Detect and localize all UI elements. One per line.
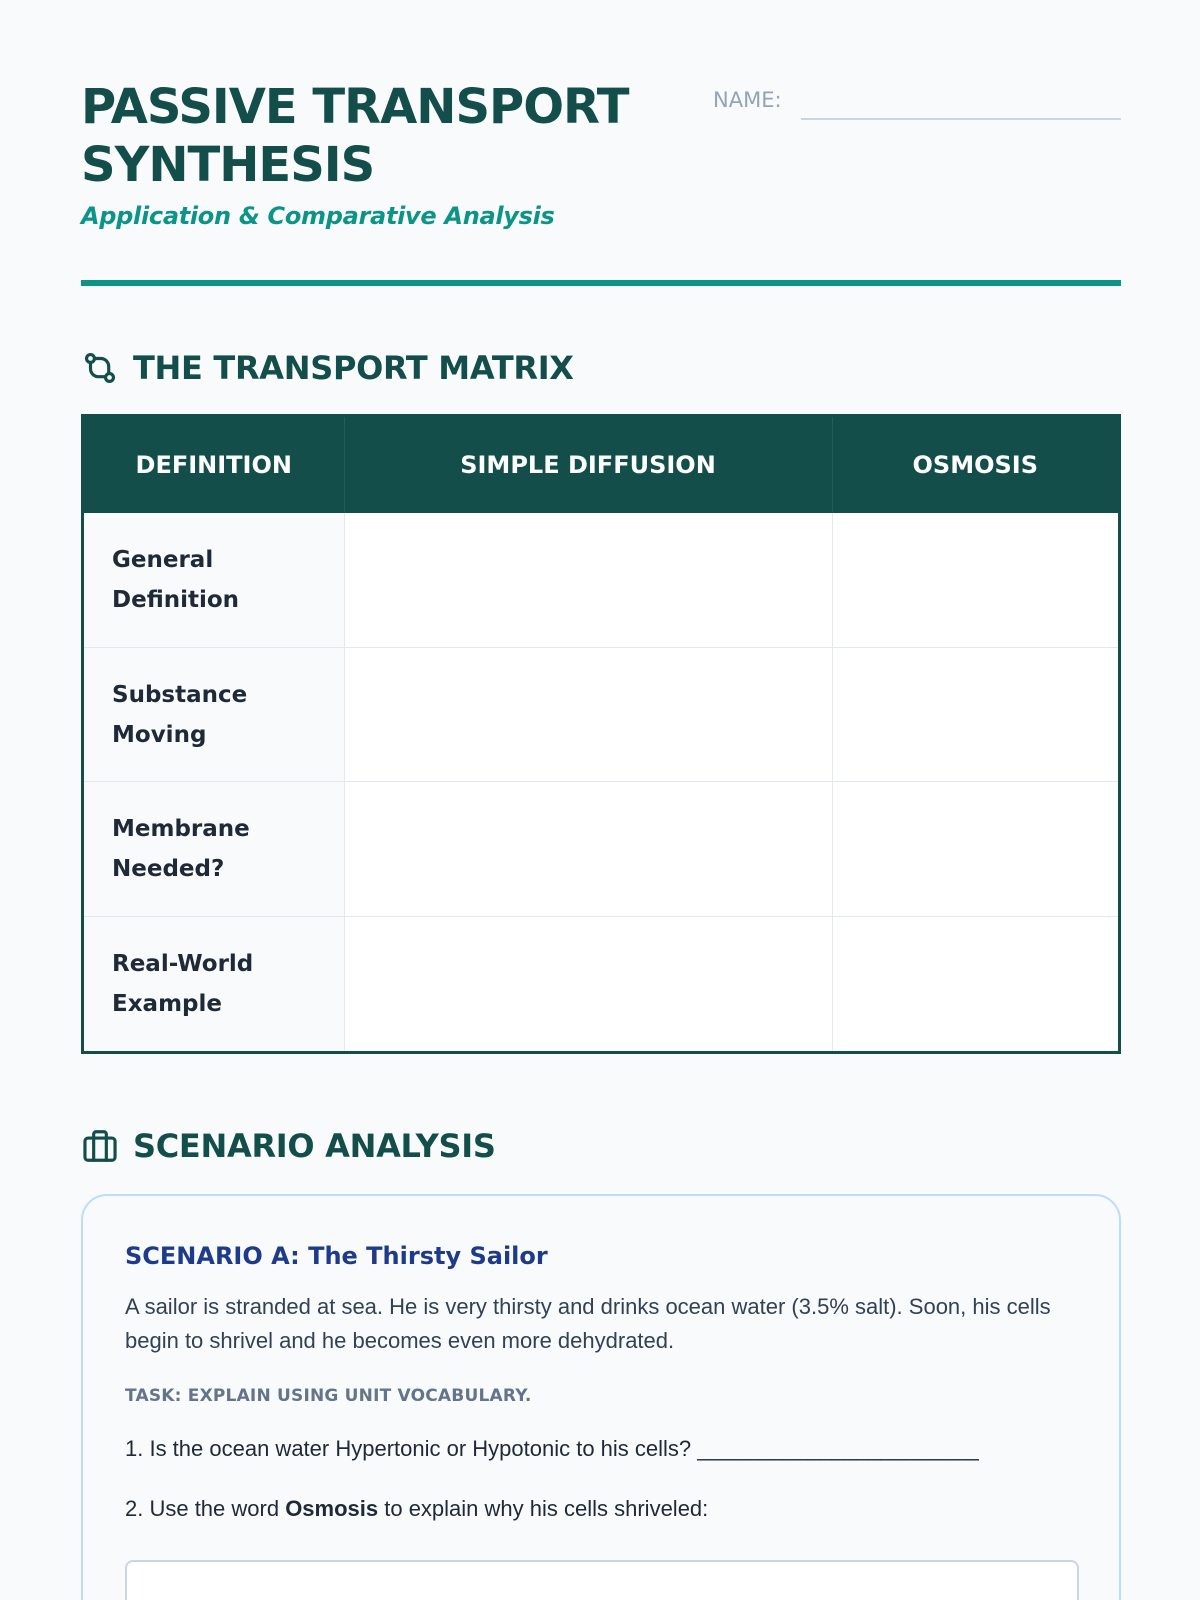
answer-cell-osmosis[interactable] (832, 782, 1118, 917)
scenario-section-header (81, 1126, 496, 1166)
scenario-section-title: SCENARIO ANALYSIS (133, 1127, 496, 1165)
row-label-substance-moving: Substance Moving (84, 647, 344, 782)
question-2-keyword: Osmosis (285, 1496, 379, 1521)
briefcase-icon (81, 1127, 119, 1165)
task-instruction: TASK: EXPLAIN USING UNIT VOCABULARY. (125, 1386, 532, 1406)
question-2-suffix: to explain why his cells shriveled: (378, 1496, 709, 1521)
column-header-simple-diffusion: SIMPLE DIFFUSION (344, 417, 832, 513)
name-field[interactable] (801, 118, 1121, 120)
question-1: 1. Is the ocean water Hypertonic or Hypotonic to his cells? _______________________ (125, 1436, 979, 1461)
page-title: PASSIVE TRANSPORT SYNTHESIS (81, 79, 629, 193)
matrix-row (84, 647, 1118, 782)
matrix-section-header (81, 348, 574, 388)
header-divider (81, 280, 1121, 286)
answer-cell-osmosis[interactable] (832, 513, 1118, 647)
matrix-row (84, 513, 1118, 647)
matrix-row (84, 782, 1118, 917)
column-header-osmosis: OSMOSIS (832, 417, 1118, 513)
scenario-description: A sailor is stranded at sea. He is very thirsty and drinks ocean water (3.5% salt). Soon, his cells begin to shrivel and he becomes even more dehydrated. (125, 1294, 1051, 1353)
answer-cell-diffusion[interactable] (344, 917, 832, 1051)
answer-cell-osmosis[interactable] (832, 917, 1118, 1051)
page-subtitle: Application & Comparative Analysis (81, 202, 555, 230)
answer-cell-diffusion[interactable] (344, 647, 832, 782)
scenario-a-card (81, 1194, 1121, 1600)
column-header-definition: DEFINITION (84, 417, 344, 513)
row-label-membrane-needed: Membrane Needed? (84, 782, 344, 917)
matrix-section-title: THE TRANSPORT MATRIX (133, 349, 574, 387)
matrix-header-row (84, 417, 1118, 513)
answer-cell-diffusion[interactable] (344, 513, 832, 647)
name-label: NAME: (713, 88, 782, 112)
answer-box[interactable] (125, 1560, 1079, 1600)
branch-icon (81, 349, 119, 387)
row-label-real-world-example: Real-World Example (84, 917, 344, 1051)
scenario-title: SCENARIO A: The Thirsty Sailor (125, 1242, 548, 1270)
row-label-general-definition: General Definition (84, 513, 344, 647)
answer-cell-osmosis[interactable] (832, 647, 1118, 782)
matrix-row (84, 917, 1118, 1051)
question-2 (125, 1496, 708, 1522)
answer-cell-diffusion[interactable] (344, 782, 832, 917)
question-2-prefix: 2. Use the word (125, 1496, 286, 1521)
worksheet-header (81, 78, 1121, 288)
transport-matrix (81, 414, 1121, 1054)
